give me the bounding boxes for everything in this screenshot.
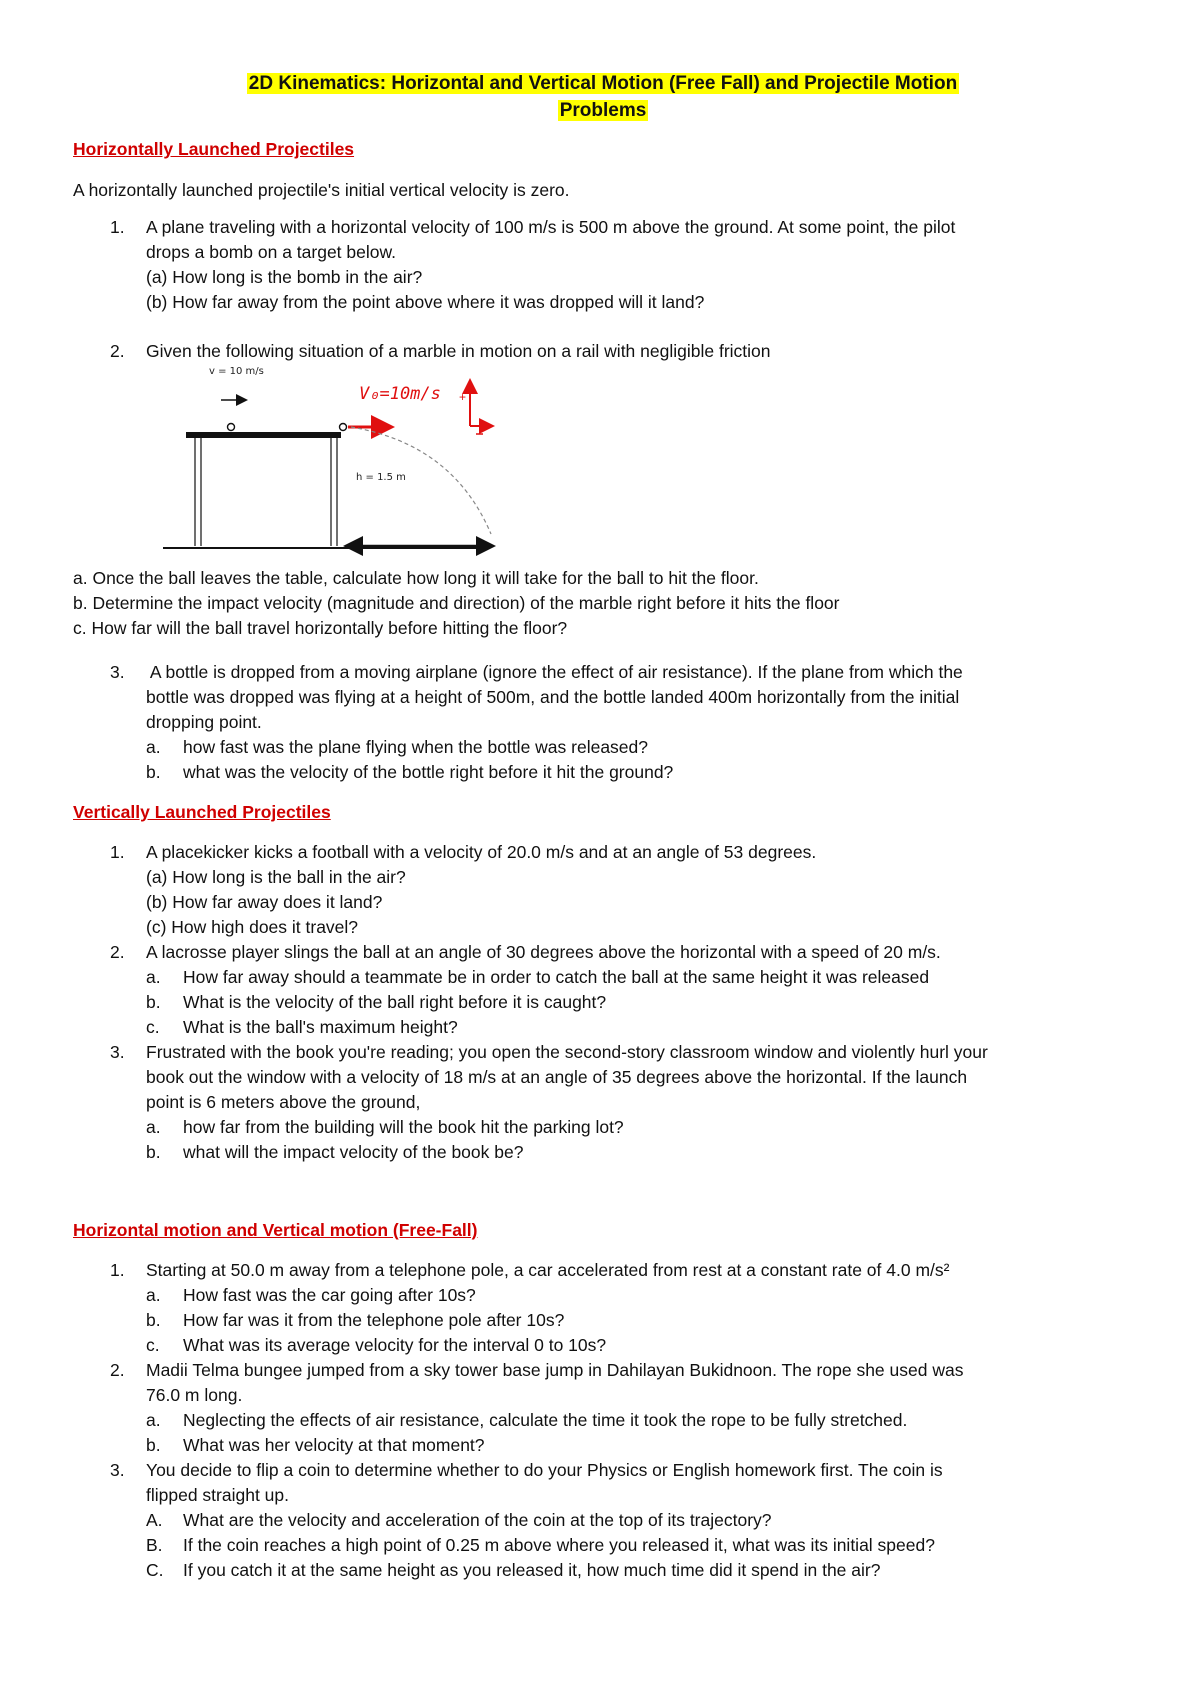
question-number: 1.: [110, 842, 125, 862]
question-text: Starting at 50.0 m away from a telephone pole, a car accelerated from rest at a constant rate of 4.0 m/s²: [146, 1260, 950, 1280]
sub-question: [146, 1408, 1133, 1433]
question-f2: [73, 1358, 1133, 1458]
sub-letter: b.: [146, 992, 161, 1012]
sub-letter: c.: [146, 1017, 160, 1037]
question-text: A placekicker kicks a football with a velocity of 20.0 m/s and at an angle of 53 degrees.: [146, 842, 817, 862]
question-number: 2.: [110, 942, 125, 962]
v0-label: V₀=10m/s: [359, 384, 441, 404]
sub-letter: a.: [146, 1410, 161, 1430]
question-text: A plane traveling with a horizontal velocity of 100 m/s is 500 m above the ground. At some point, the pilot: [146, 217, 956, 237]
question-part: a. Once the ball leaves the table, calculate how long it will take for the ball to hit the floor.: [73, 568, 759, 588]
sub-letter: a.: [146, 967, 161, 987]
sub-question: [146, 1508, 1133, 1533]
sub-text: What was her velocity at that moment?: [183, 1435, 485, 1455]
question-text: Given the following situation of a marble in motion on a rail with negligible friction: [146, 341, 771, 361]
sub-text: how far from the building will the book hit the parking lot?: [183, 1117, 624, 1137]
question-part: (a) How long is the bomb in the air?: [146, 267, 423, 287]
sub-text: How far was it from the telephone pole after 10s?: [183, 1310, 565, 1330]
question-text: Frustrated with the book you're reading; you open the second-story classroom window and violently hurl your: [146, 1042, 988, 1062]
document-page: [73, 70, 1133, 1583]
question-number: 3.: [110, 1460, 125, 1480]
question-part: c. How far will the ball travel horizontally before hitting the floor?: [73, 618, 568, 638]
sub-question: [146, 1015, 1133, 1040]
question-h2: [73, 339, 1133, 364]
sub-text: what will the impact velocity of the book be?: [183, 1142, 524, 1162]
sub-letter: a.: [146, 737, 161, 757]
sub-text: What is the ball's maximum height?: [183, 1017, 458, 1037]
question-h1: [73, 215, 1133, 315]
sub-text: What is the velocity of the ball right before it is caught?: [183, 992, 607, 1012]
question-text: A lacrosse player slings the ball at an angle of 30 degrees above the horizontal with a speed of 20 m/s.: [146, 942, 941, 962]
question-part: b. Determine the impact velocity (magnitude and direction) of the marble right before it hits the floor: [73, 593, 840, 613]
question-h3: [73, 660, 1133, 785]
sub-text: What are the velocity and acceleration of the coin at the top of its trajectory?: [183, 1510, 772, 1530]
question-text: Madii Telma bungee jumped from a sky tower base jump in Dahilayan Bukidnoon. The rope she used was: [146, 1360, 964, 1380]
question-part: (c) How high does it travel?: [146, 917, 359, 937]
question-text: bottle was dropped was flying at a height of 500m, and the bottle landed 400m horizontally from the initial: [146, 687, 960, 707]
sub-text: If the coin reaches a high point of 0.25 m above where you released it, what was its initial speed?: [183, 1535, 935, 1555]
question-number: 2.: [110, 1360, 125, 1380]
sub-text: Neglecting the effects of air resistance, calculate the time it took the rope to be fully stretched.: [183, 1410, 908, 1430]
question-text: You decide to flip a coin to determine whether to do your Physics or English homework first. The coin is: [146, 1460, 943, 1480]
sub-letter: A.: [146, 1510, 163, 1530]
section-heading-horizontal: Horizontally Launched Projectiles: [73, 139, 355, 159]
sub-letter: b.: [146, 1310, 161, 1330]
plus-sign: +: [459, 390, 467, 404]
question-number: 2.: [110, 341, 125, 361]
section-heading-freefall: Horizontal motion and Vertical motion (Free-Fall): [73, 1220, 478, 1240]
sub-letter: b.: [146, 762, 161, 782]
sub-text: If you catch it at the same height as you released it, how much time did it spend in the air?: [183, 1560, 881, 1580]
sub-question: [146, 1308, 1133, 1333]
sub-question: [146, 735, 1133, 760]
question-text: 76.0 m long.: [146, 1385, 243, 1405]
sub-question: [146, 1115, 1133, 1140]
section-heading-vertical: Vertically Launched Projectiles: [73, 802, 331, 822]
title-line-2: Problems: [559, 100, 647, 121]
sub-question: [146, 1333, 1133, 1358]
table-top: [186, 432, 341, 438]
question-f3: [73, 1458, 1133, 1583]
sub-question: [146, 1558, 1133, 1583]
sub-text: what was the velocity of the bottle right before it hit the ground?: [183, 762, 674, 782]
question-number: 3.: [110, 1042, 125, 1062]
v-label: v = 10 m/s: [209, 366, 264, 377]
marble-diagram-svg: [73, 364, 633, 564]
sub-question: [146, 965, 1133, 990]
question-text: A bottle is dropped from a moving airplane (ignore the effect of air resistance). If the plane from which the: [146, 662, 963, 682]
sub-text: how fast was the plane flying when the bottle was released?: [183, 737, 649, 757]
sub-letter: b.: [146, 1142, 161, 1162]
question-text: book out the window with a velocity of 18 m/s at an angle of 35 degrees above the horizontal. If the launch: [146, 1067, 968, 1087]
question-text: dropping point.: [146, 712, 262, 732]
question-text: point is 6 meters above the ground,: [146, 1092, 421, 1112]
title-line-1: 2D Kinematics: Horizontal and Vertical Motion (Free Fall) and Projectile Motion: [248, 73, 958, 94]
sub-question: [146, 1140, 1133, 1165]
question-v3: [73, 1040, 1133, 1165]
sub-question: [146, 1533, 1133, 1558]
marble-diagram: [73, 364, 633, 564]
sub-letter: a.: [146, 1285, 161, 1305]
question-f1: [73, 1258, 1133, 1358]
sub-letter: b.: [146, 1435, 161, 1455]
marble-at-edge: [340, 424, 347, 431]
question-number: 1.: [110, 217, 125, 237]
question-number: 1.: [110, 1260, 125, 1280]
question-part: (b) How far away does it land?: [146, 892, 383, 912]
sub-letter: B.: [146, 1535, 163, 1555]
sub-letter: a.: [146, 1117, 161, 1137]
sub-text: How far away should a teammate be in order to catch the ball at the same height it was released: [183, 967, 930, 987]
question-part: (a) How long is the ball in the air?: [146, 867, 406, 887]
question-text: flipped straight up.: [146, 1485, 290, 1505]
sub-text: How fast was the car going after 10s?: [183, 1285, 476, 1305]
height-label: h = 1.5 m: [356, 472, 406, 483]
question-v2: [73, 940, 1133, 1040]
sub-question: [146, 1283, 1133, 1308]
question-number: 3.: [110, 662, 125, 682]
document-title: [73, 70, 1133, 124]
section-intro: A horizontally launched projectile's initial vertical velocity is zero.: [73, 180, 570, 200]
sub-question: [146, 1433, 1133, 1458]
question-v1: [73, 840, 1133, 940]
sub-question: [146, 760, 1133, 785]
question-part: (b) How far away from the point above where it was dropped will it land?: [146, 292, 705, 312]
sub-letter: C.: [146, 1560, 164, 1580]
question-text: drops a bomb on a target below.: [146, 242, 397, 262]
sub-text: What was its average velocity for the interval 0 to 10s?: [183, 1335, 607, 1355]
marble: [228, 424, 235, 431]
sub-letter: c.: [146, 1335, 160, 1355]
sub-question: [146, 990, 1133, 1015]
